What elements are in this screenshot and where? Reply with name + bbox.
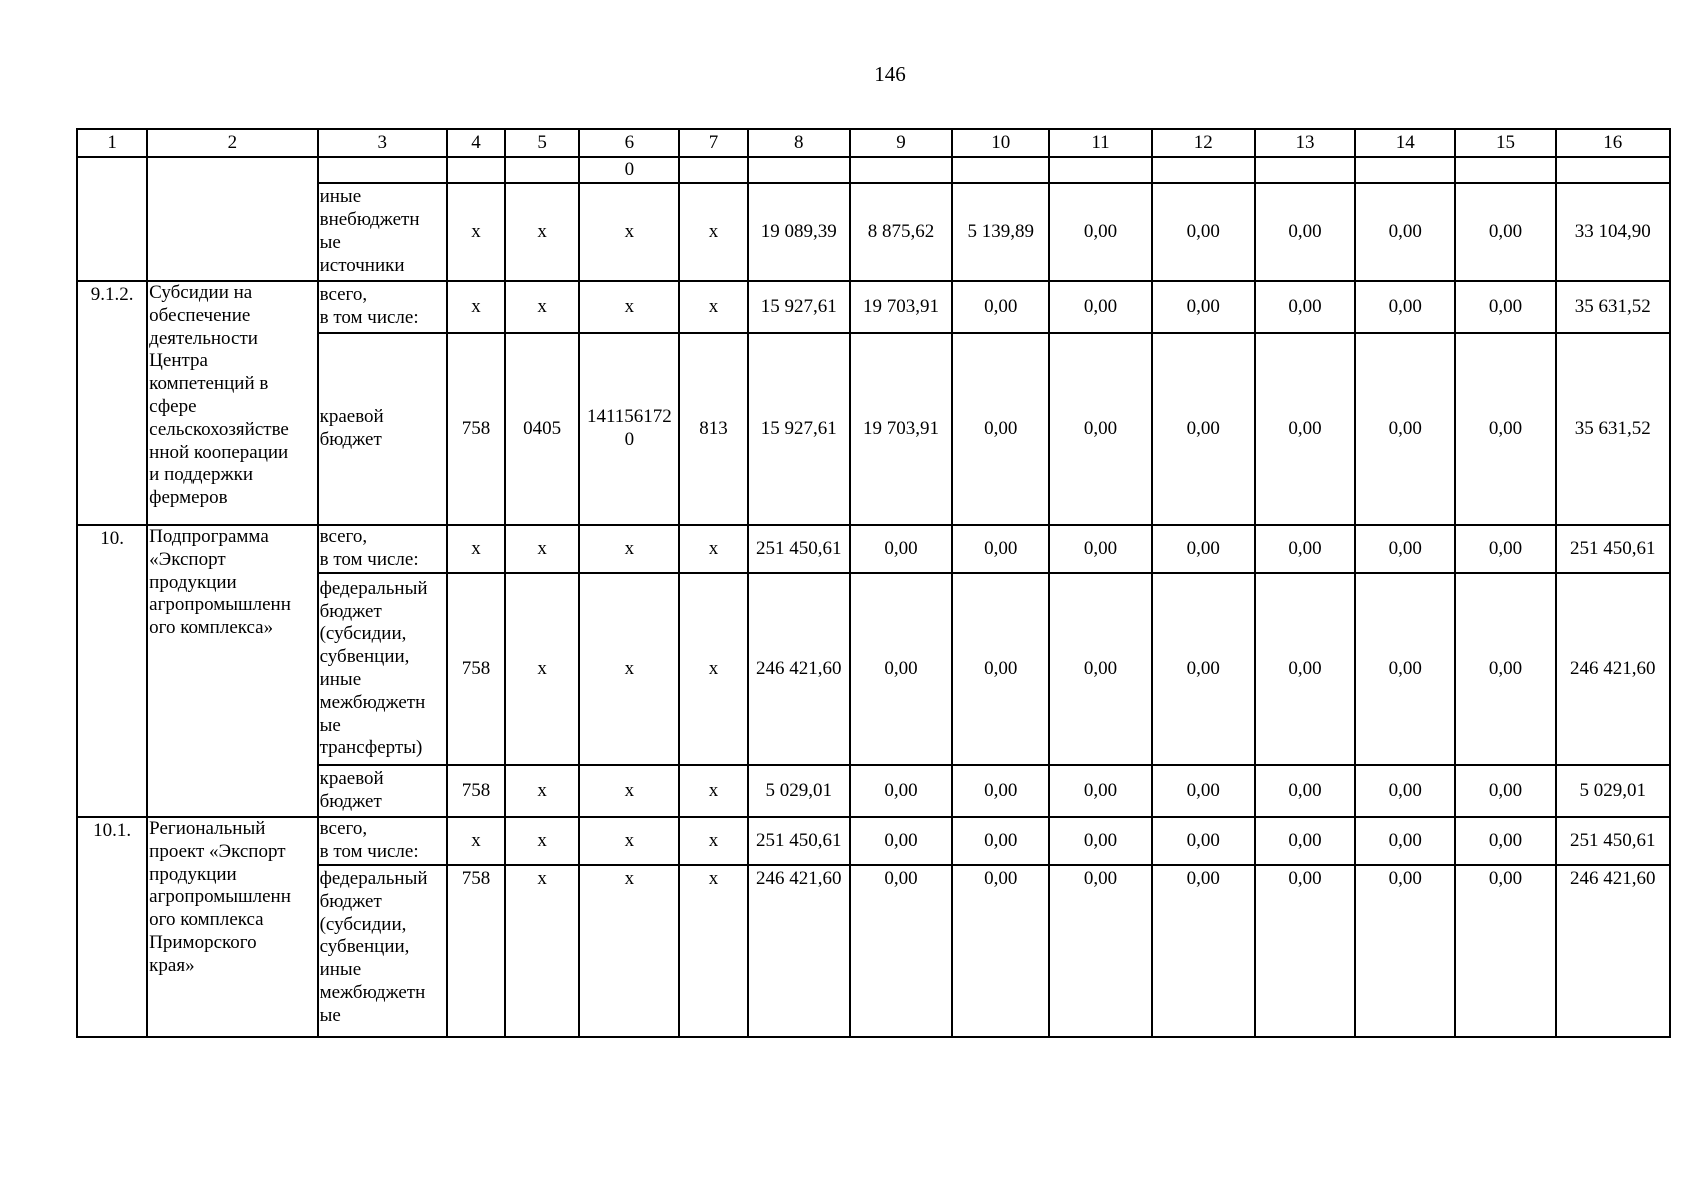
amount-cell: 0,00 <box>952 765 1049 817</box>
column-header: 15 <box>1455 129 1555 157</box>
amount-cell: 246 421,60 <box>1556 573 1670 765</box>
amount-cell: 0,00 <box>1455 573 1555 765</box>
text-line: сфере <box>149 395 197 417</box>
amount-cell: 0,00 <box>952 573 1049 765</box>
amount-cell: 0,00 <box>850 765 952 817</box>
text-line: в том числе: <box>319 307 419 328</box>
column-header: 14 <box>1355 129 1455 157</box>
amount-cell: 0,00 <box>1152 865 1255 1037</box>
amount-cell: 15 927,61 <box>748 333 850 525</box>
code-cell: x <box>505 765 579 817</box>
amount-cell: 5 139,89 <box>952 183 1049 281</box>
row-name-cell <box>147 817 317 1037</box>
text-line: проект «Экспорт <box>149 840 286 862</box>
text-line: деятельности <box>149 327 258 349</box>
column-header: 9 <box>850 129 952 157</box>
amount-cell: 0,00 <box>1455 281 1555 333</box>
text-line: компетенций в <box>149 373 269 395</box>
amount-cell: 0,00 <box>1355 525 1455 573</box>
table-row <box>77 817 1670 865</box>
table-cell <box>748 157 850 183</box>
row-number-cell <box>77 157 147 281</box>
text-line: трансферты) <box>319 737 423 759</box>
amount-cell: 0,00 <box>1152 333 1255 525</box>
code-cell: x <box>447 817 505 865</box>
row-name-cell <box>147 281 317 525</box>
code-cell: x <box>679 817 747 865</box>
continuation-row <box>77 157 1670 183</box>
code-cell: x <box>505 525 579 573</box>
amount-cell: 35 631,52 <box>1556 333 1670 525</box>
text-line: Субсидии на <box>149 282 253 303</box>
amount-cell: 0,00 <box>952 525 1049 573</box>
amount-cell: 0,00 <box>1355 817 1455 865</box>
amount-cell: 246 421,60 <box>1556 865 1670 1037</box>
amount-cell: 251 450,61 <box>748 817 850 865</box>
code-cell: x <box>679 281 747 333</box>
amount-cell: 0,00 <box>1455 865 1555 1037</box>
code-cell: x <box>447 183 505 281</box>
amount-cell: 251 450,61 <box>1556 525 1670 573</box>
text-line: субвенции, <box>319 646 410 668</box>
text-line: ые <box>319 714 341 736</box>
text-line: 141156172 <box>586 406 672 428</box>
amount-cell: 0,00 <box>1355 333 1455 525</box>
text-line: федеральный <box>319 577 428 599</box>
text-line: 0 <box>624 429 635 450</box>
amount-cell: 0,00 <box>1355 183 1455 281</box>
text-line: межбюджетн <box>319 691 426 713</box>
text-line: внебюджетн <box>319 209 420 231</box>
column-header: 12 <box>1152 129 1255 157</box>
table-cell <box>505 157 579 183</box>
amount-cell: 0,00 <box>952 281 1049 333</box>
amount-cell: 0,00 <box>1049 817 1151 865</box>
text-line: и поддержки <box>149 464 254 486</box>
funding-source-cell <box>318 817 447 865</box>
amount-cell: 0,00 <box>1049 183 1151 281</box>
amount-cell: 0,00 <box>1355 765 1455 817</box>
amount-cell: 0,00 <box>850 865 952 1037</box>
text-line: бюджет <box>319 890 382 912</box>
column-header: 1 <box>77 129 147 157</box>
column-header: 13 <box>1255 129 1355 157</box>
text-line: бюджет <box>319 791 382 812</box>
amount-cell: 0,00 <box>1355 573 1455 765</box>
table-cell <box>952 157 1049 183</box>
amount-cell: 0,00 <box>850 525 952 573</box>
amount-cell: 0,00 <box>1255 525 1355 573</box>
code-cell: x <box>579 765 679 817</box>
row-name-cell <box>147 157 317 281</box>
text-line: всего, <box>319 818 368 840</box>
column-header: 16 <box>1556 129 1670 157</box>
table-cell <box>1049 157 1151 183</box>
code-cell: x <box>505 281 579 333</box>
row-number-cell: 10.1. <box>77 817 147 1037</box>
amount-cell: 0,00 <box>850 817 952 865</box>
column-header: 10 <box>952 129 1049 157</box>
text-line: фермеров <box>149 487 228 509</box>
amount-cell: 8 875,62 <box>850 183 952 281</box>
amount-cell: 0,00 <box>1152 525 1255 573</box>
amount-cell: 5 029,01 <box>748 765 850 817</box>
text-line: продукции <box>149 863 237 885</box>
code-cell: x <box>579 281 679 333</box>
code-cell: x <box>579 865 679 1037</box>
column-header: 6 <box>579 129 679 157</box>
column-header: 8 <box>748 129 850 157</box>
amount-cell: 0,00 <box>1355 281 1455 333</box>
text-line: ого комплекса <box>149 909 264 931</box>
amount-cell: 246 421,60 <box>748 573 850 765</box>
amount-cell: 251 450,61 <box>748 525 850 573</box>
amount-cell: 0,00 <box>1455 333 1555 525</box>
amount-cell: 0,00 <box>1049 865 1151 1037</box>
column-header: 4 <box>447 129 505 157</box>
code-cell: 0405 <box>505 333 579 525</box>
column-header: 2 <box>147 129 317 157</box>
amount-cell: 33 104,90 <box>1556 183 1670 281</box>
table-cell <box>1556 157 1670 183</box>
amount-cell: 246 421,60 <box>748 865 850 1037</box>
text-line: в том числе: <box>319 841 419 862</box>
amount-cell: 0,00 <box>1255 183 1355 281</box>
text-line: бюджет <box>319 600 382 622</box>
text-line: ые <box>319 1004 341 1026</box>
amount-cell: 0,00 <box>1152 765 1255 817</box>
amount-cell: 0,00 <box>1152 573 1255 765</box>
code-cell: x <box>505 817 579 865</box>
table-cell <box>318 157 447 183</box>
table-cell <box>1152 157 1255 183</box>
amount-cell: 0,00 <box>1049 573 1151 765</box>
row-name-cell <box>147 525 317 817</box>
text-line: всего, <box>319 526 368 548</box>
code-cell: x <box>679 183 747 281</box>
funding-source-cell <box>318 765 447 817</box>
funding-source-cell <box>318 281 447 333</box>
text-line: «Экспорт <box>149 548 226 570</box>
amount-cell: 0,00 <box>1255 817 1355 865</box>
table-cell <box>1255 157 1355 183</box>
funding-source-cell <box>318 183 447 281</box>
amount-cell: 0,00 <box>952 333 1049 525</box>
text-line: края» <box>149 954 195 976</box>
text-line: иные <box>319 669 362 690</box>
text-line: (субсидии, <box>319 913 407 935</box>
table-row <box>77 525 1670 573</box>
text-line: иные <box>319 186 362 208</box>
amount-cell: 0,00 <box>850 573 952 765</box>
code-cell: x <box>579 525 679 573</box>
amount-cell: 0,00 <box>1049 333 1151 525</box>
column-header: 5 <box>505 129 579 157</box>
text-line: в том числе: <box>319 549 419 570</box>
amount-cell: 15 927,61 <box>748 281 850 333</box>
text-line: межбюджетн <box>319 981 426 1003</box>
amount-cell: 0,00 <box>1255 765 1355 817</box>
column-header: 11 <box>1049 129 1151 157</box>
amount-cell: 35 631,52 <box>1556 281 1670 333</box>
code-cell: 758 <box>447 333 505 525</box>
amount-cell: 19 703,91 <box>850 333 952 525</box>
table-row <box>77 281 1670 333</box>
code-cell: x <box>579 817 679 865</box>
text-line: федеральный <box>319 868 428 889</box>
table-cell <box>1455 157 1555 183</box>
code-cell: x <box>505 573 579 765</box>
text-line: Региональный <box>149 818 266 839</box>
page-number: 146 <box>874 62 906 86</box>
text-line: агропромышленн <box>149 886 291 908</box>
text-line: сельскохозяйстве <box>149 418 289 440</box>
amount-cell: 0,00 <box>1049 525 1151 573</box>
funding-source-cell <box>318 573 447 765</box>
code-cell: x <box>679 573 747 765</box>
table-cell <box>850 157 952 183</box>
funding-source-cell <box>318 333 447 525</box>
table-cell <box>679 157 747 183</box>
text-line: нной кооперации <box>149 441 289 463</box>
amount-cell: 0,00 <box>1049 765 1151 817</box>
text-line: Приморского <box>149 931 257 953</box>
text-line: ые <box>319 232 341 253</box>
text-line: Подпрограмма <box>149 526 269 547</box>
amount-cell: 0,00 <box>1455 525 1555 573</box>
amount-cell: 0,00 <box>1255 281 1355 333</box>
text-line: ого комплекса» <box>149 617 274 639</box>
code-cell: x <box>579 183 679 281</box>
text-line: краевой <box>319 406 384 428</box>
code-cell <box>579 333 679 525</box>
text-line: субвенции, <box>319 936 410 958</box>
column-number-row <box>77 129 1670 157</box>
amount-cell: 0,00 <box>1255 865 1355 1037</box>
amount-cell: 0,00 <box>1455 183 1555 281</box>
text-line: иные <box>319 959 362 981</box>
code-cell: x <box>505 865 579 1037</box>
amount-cell: 5 029,01 <box>1556 765 1670 817</box>
code-cell: x <box>447 525 505 573</box>
table-cell <box>447 157 505 183</box>
code-cell: x <box>679 765 747 817</box>
funding-source-cell <box>318 865 447 1037</box>
amount-cell: 251 450,61 <box>1556 817 1670 865</box>
budget-table <box>76 128 1671 1038</box>
amount-cell: 0,00 <box>1455 817 1555 865</box>
text-line: источники <box>319 254 405 276</box>
code-cell: x <box>679 865 747 1037</box>
code-cell: 758 <box>447 573 505 765</box>
text-line: Центра <box>149 350 208 372</box>
amount-cell: 0,00 <box>1255 573 1355 765</box>
code-cell: 758 <box>447 765 505 817</box>
code-cell: 758 <box>447 865 505 1037</box>
amount-cell: 0,00 <box>1152 183 1255 281</box>
code-cell: x <box>505 183 579 281</box>
table-cell <box>1355 157 1455 183</box>
text-line: краевой <box>319 768 384 790</box>
code-cell: x <box>447 281 505 333</box>
text-line: продукции <box>149 571 237 593</box>
text-line: бюджет <box>319 429 382 450</box>
amount-cell: 0,00 <box>1152 281 1255 333</box>
text-line: (субсидии, <box>319 623 407 645</box>
code-cell: 813 <box>679 333 747 525</box>
funding-source-cell <box>318 525 447 573</box>
text-line: всего, <box>319 284 368 306</box>
amount-cell: 0,00 <box>1255 333 1355 525</box>
row-number-cell: 10. <box>77 525 147 817</box>
amount-cell: 0,00 <box>952 817 1049 865</box>
amount-cell: 0,00 <box>1049 281 1151 333</box>
amount-cell: 0,00 <box>1152 817 1255 865</box>
amount-cell: 0,00 <box>952 865 1049 1037</box>
amount-cell: 19 703,91 <box>850 281 952 333</box>
text-line: агропромышленн <box>149 594 291 616</box>
table-cell: 0 <box>579 157 679 183</box>
code-cell: x <box>679 525 747 573</box>
amount-cell: 19 089,39 <box>748 183 850 281</box>
code-cell: x <box>579 573 679 765</box>
amount-cell: 0,00 <box>1355 865 1455 1037</box>
row-number-cell: 9.1.2. <box>77 281 147 525</box>
text-line: обеспечение <box>149 304 251 326</box>
column-header: 7 <box>679 129 747 157</box>
column-header: 3 <box>318 129 447 157</box>
amount-cell: 0,00 <box>1455 765 1555 817</box>
